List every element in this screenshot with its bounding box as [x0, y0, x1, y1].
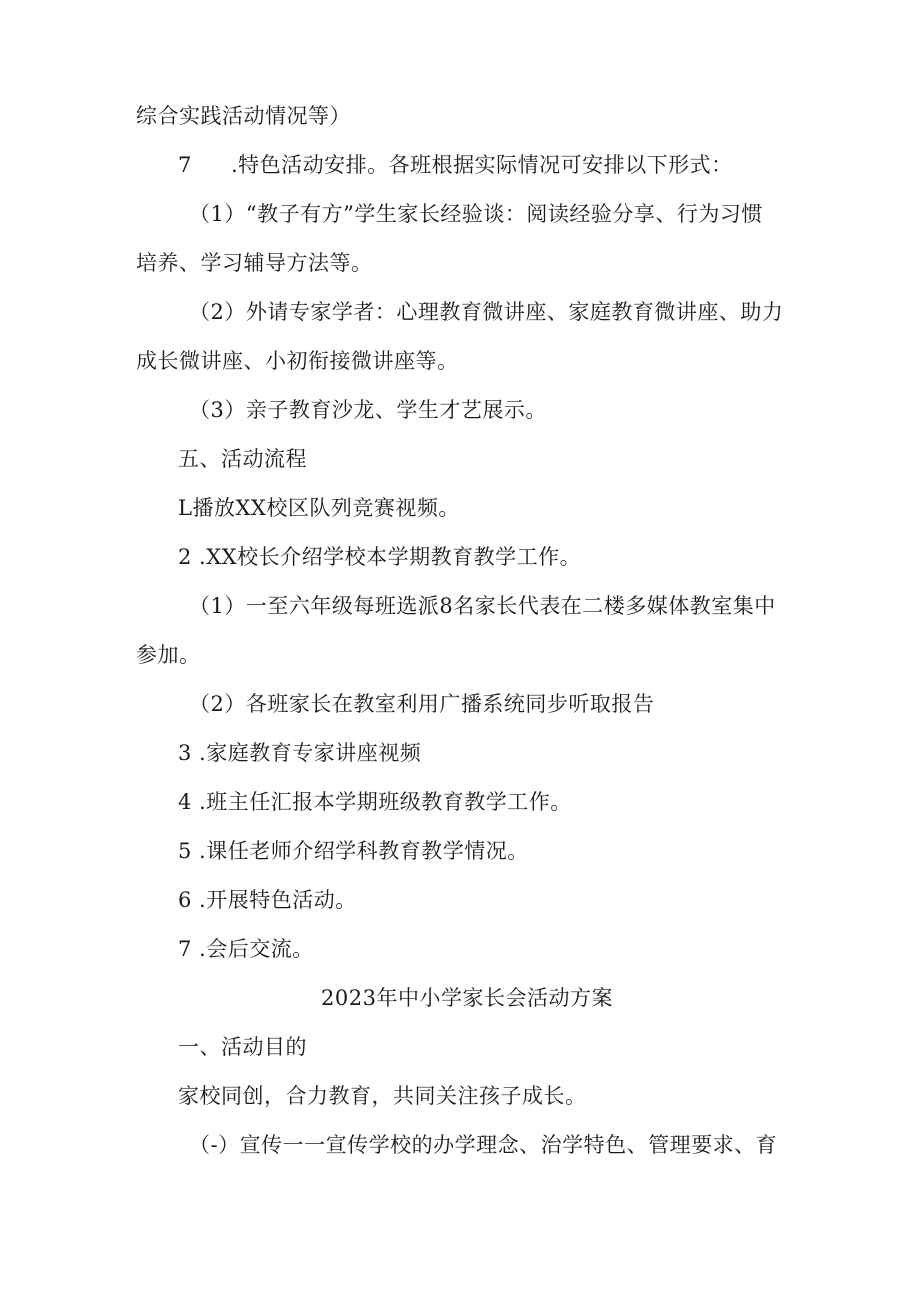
text-line: 综合实践活动情况等）: [136, 104, 351, 128]
list-number: 7: [178, 153, 192, 177]
document-title: 2023年中小学家长会活动方案: [321, 986, 613, 1010]
text-line: （1）一至六年级每班选派8名家长代表在二楼多媒体教室集中: [189, 594, 776, 618]
text-line: （2）各班家长在教室利用广播系统同步听取报告: [189, 692, 655, 716]
section-heading: 五、活动流程: [178, 447, 307, 471]
text-line: 培养、学习辅导方法等。: [136, 251, 373, 275]
text-line: 6 .开展特色活动。: [178, 888, 357, 912]
text-line: （1）“教子有方”学生家长经验谈：阅读经验分享、行为习惯: [189, 202, 763, 226]
text-line: 7 .会后交流。: [178, 937, 314, 961]
text-line: 3 .家庭教育专家讲座视频: [178, 741, 422, 765]
text-line: 家校同创，合力教育，共同关注孩子成长。: [178, 1084, 587, 1108]
text-line: （2）外请专家学者：心理教育微讲座、家庭教育微讲座、助力: [189, 300, 784, 324]
text-line: 4 .班主任汇报本学期班级教育教学工作。: [178, 790, 572, 814]
text-line: （3）亲子教育沙龙、学生才艺展示。: [189, 398, 547, 422]
text-line: L播放XX校区队列竞赛视频。: [178, 496, 460, 520]
section-heading: 一、活动目的: [178, 1035, 307, 1059]
text-line: （-）宣传一一宣传学校的办学理念、治学特色、管理要求、育: [189, 1133, 778, 1157]
text-line: 5 .课任老师介绍学科教育教学情况。: [178, 839, 529, 863]
text-line: 参加。: [136, 643, 201, 667]
text-line: 2 .XX校长介绍学校本学期教育教学工作。: [178, 545, 582, 569]
text-line: .特色活动安排。各班根据实际情况可安排以下形式：: [231, 153, 733, 177]
text-line: 成长微讲座、小初衔接微讲座等。: [136, 349, 459, 373]
